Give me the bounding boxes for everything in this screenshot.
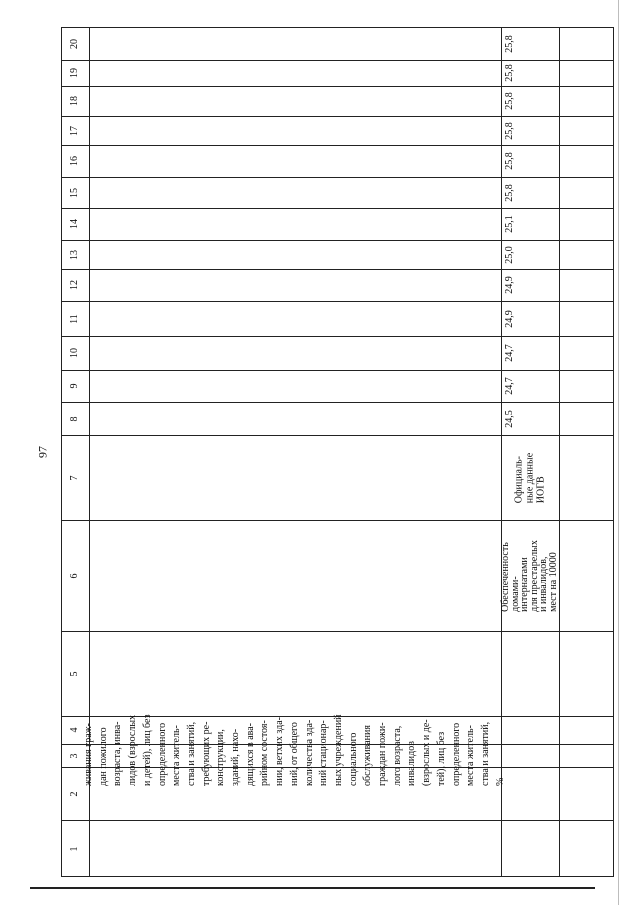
- column-header-1: 1: [69, 846, 80, 851]
- row-b-value-col18: 25,8: [504, 92, 515, 110]
- row-b-value-col11: 24,9: [504, 309, 515, 328]
- table-column-rule: [61, 208, 614, 209]
- column-header-13: 13: [69, 249, 80, 260]
- row-a-col6-line: ний стационар-: [318, 719, 330, 786]
- row-a-col6-line: зданий, нахо-: [229, 728, 241, 786]
- table-column-rule: [61, 336, 614, 337]
- row-b-value-col17: 25,8: [504, 121, 515, 140]
- row-b-col7-line: ные данные: [524, 452, 536, 503]
- scan-edge-right: [618, 0, 619, 905]
- row-a-col6-line: места житель-: [465, 724, 477, 786]
- row-b-value-col9: 24,7: [504, 377, 515, 395]
- row-a-col6-line: %: [494, 777, 506, 786]
- row-a-col6-line: ных учреждений: [332, 713, 344, 786]
- row-b-value-col15: 25,8: [504, 183, 515, 202]
- row-a-col6-line: рийном состоя-: [259, 719, 271, 786]
- column-header-17: 17: [69, 125, 80, 136]
- table-column-rule: [61, 86, 614, 87]
- row-b-col6-line: домами-: [509, 575, 521, 612]
- row-a-col6-line: лого возраста,: [391, 725, 403, 786]
- column-header-6: 6: [69, 573, 80, 578]
- column-header-19: 19: [69, 68, 80, 78]
- row-b-data-source: [514, 452, 547, 502]
- row-a-col6-line: социального: [347, 732, 359, 786]
- row-a-col6-line: обслуживания: [362, 724, 374, 786]
- column-header-8: 8: [69, 416, 80, 421]
- column-header-10: 10: [69, 348, 80, 358]
- row-b-value-col10: 24,7: [504, 344, 515, 362]
- row-a-col6-line: нии, ветхих зда-: [273, 716, 285, 786]
- row-a-col6-line: лидов (взрослых: [126, 714, 138, 786]
- row-a-col6-line: ства и занятий,: [185, 721, 197, 786]
- row-b-value-col20: 25,8: [504, 34, 515, 53]
- table-column-rule: [61, 116, 614, 117]
- row-a-col6-line: конструкции,: [215, 728, 227, 786]
- column-header-15: 15: [69, 187, 80, 198]
- row-a-indicator-name: [82, 366, 508, 786]
- row-a-col6-line: тей), лиц без: [435, 731, 447, 786]
- column-header-5: 5: [69, 671, 80, 676]
- indicator-table: [61, 27, 614, 877]
- row-b-col7-line: Официаль-: [513, 455, 525, 503]
- row-a-col6-line: ства и занятий,: [479, 721, 491, 786]
- row-b-value-col12: 24,9: [504, 276, 515, 294]
- table-column-rule: [61, 177, 614, 178]
- column-header-18: 18: [69, 96, 80, 106]
- row-b-value-col13: 25,0: [504, 245, 515, 264]
- row-b-value-col14: 25,1: [504, 215, 515, 233]
- row-b-col6-line: и инвалидов,: [538, 556, 550, 612]
- row-b-value-col19: 25,8: [504, 64, 515, 82]
- page-number: 97: [35, 446, 50, 458]
- column-header-16: 16: [69, 156, 80, 166]
- row-a-col6-line: требующих ре-: [200, 721, 212, 786]
- column-header-12: 12: [69, 280, 80, 290]
- row-a-col6-line: места житель-: [171, 724, 183, 786]
- column-header-9: 9: [69, 383, 80, 389]
- row-a-col6-line: возраста, инва-: [112, 721, 124, 786]
- table-column-rule: [61, 240, 614, 241]
- row-a-col6-line: определенного: [156, 722, 168, 786]
- row-b-indicator-name: [501, 540, 559, 612]
- row-a-col6-line: живания граж-: [82, 722, 94, 786]
- column-header-11: 11: [69, 313, 80, 324]
- table-vertical-rule: [559, 27, 560, 877]
- row-b-col7-line: ИОГВ: [535, 475, 547, 503]
- row-a-col6-line: определенного: [450, 722, 462, 786]
- row-b-col6-line: мест на 10000: [548, 551, 560, 612]
- row-a-col6-line: и детей), лиц без: [141, 713, 153, 786]
- row-b-col6-line: Обеспеченность: [500, 541, 512, 612]
- column-header-3: 3: [69, 753, 80, 758]
- row-b-value-col16: 25,8: [504, 152, 515, 170]
- row-a-col6-line: дящихся в ава-: [244, 722, 256, 786]
- row-b-col6-line: интернатами: [519, 556, 531, 612]
- table-column-rule: [61, 145, 614, 146]
- column-header-4: 4: [69, 727, 80, 733]
- row-a-col6-line: граждан пожи-: [376, 721, 388, 786]
- table-column-rule: [61, 301, 614, 302]
- column-header-14: 14: [69, 219, 80, 229]
- scan-edge-bottom: [30, 887, 595, 889]
- column-header-2: 2: [69, 791, 80, 796]
- row-a-col6-line: количества зда-: [303, 719, 315, 786]
- row-a-col6-line: дан пожилого: [97, 726, 109, 786]
- row-b-value-col8: 24,5: [504, 409, 515, 428]
- table-column-rule: [61, 60, 614, 61]
- row-a-col6-line: (взрослых и де-: [420, 718, 432, 786]
- row-b-col6-line: для престарелых: [529, 539, 540, 612]
- column-header-20: 20: [69, 38, 80, 49]
- row-a-col6-line: инвалидов: [406, 740, 418, 786]
- table-column-rule: [61, 269, 614, 270]
- column-header-7: 7: [69, 475, 80, 480]
- row-a-col6-line: ний, от общего: [288, 721, 300, 786]
- table-column-rule: [61, 820, 614, 821]
